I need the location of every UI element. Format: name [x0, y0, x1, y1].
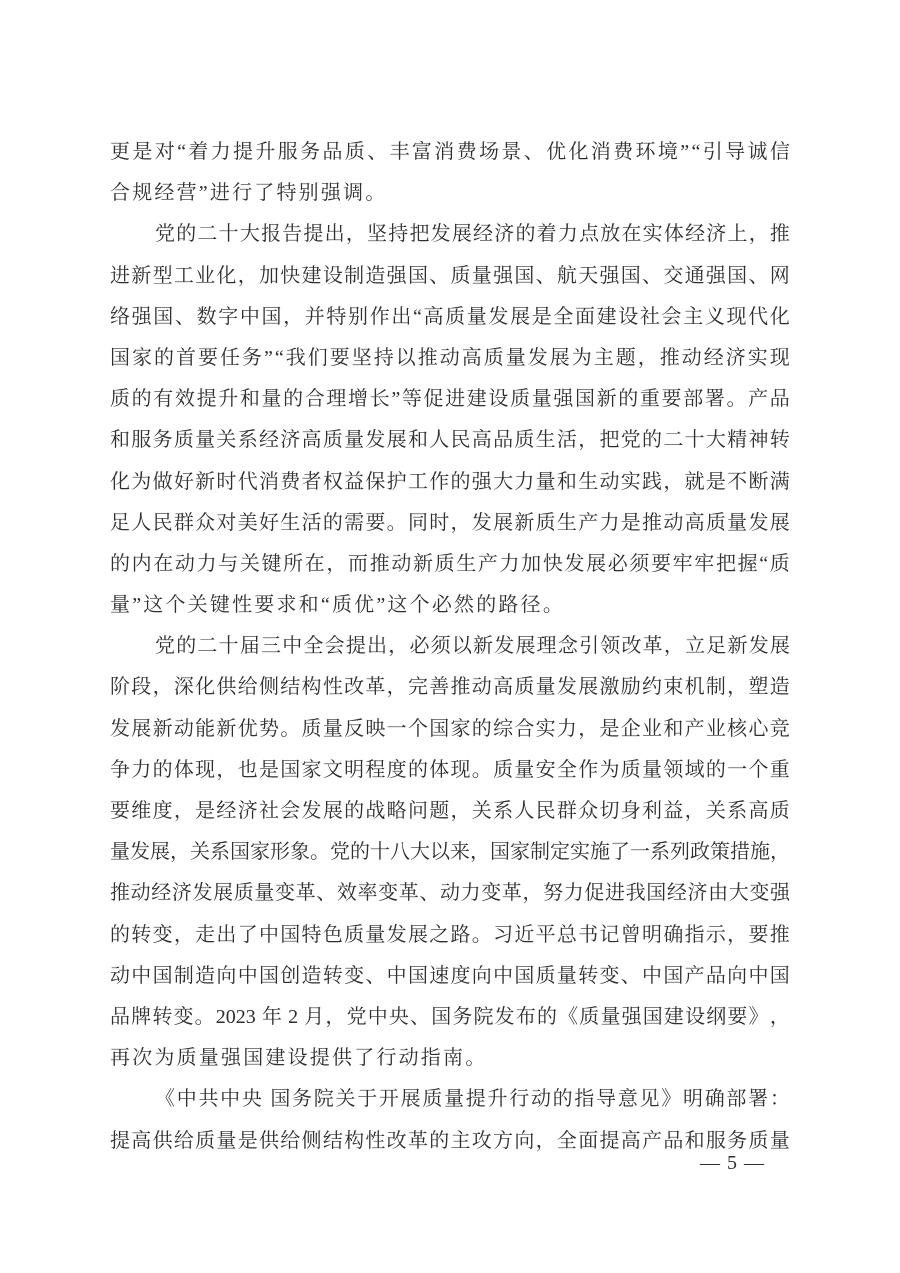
text-line: 提 高 供 给 质 量 是 供 给 侧 结 构 性 改 革 的 主 攻 方 向 ， 全 面 提 高 产 品 和 服 务 质 量: [110, 1129, 790, 1152]
text-line: 《 中 共 中 央 国 务 院 关 于 开 展 质 量 提 升 行 动 的 指 导 意 见 》 明 确 部 署 ：: [155, 1088, 790, 1111]
text-line: 品 牌 转 变 。 2023 年 2 月 ， 党 中 央 、 国 务 院 发 布 的 《 质 量 强 国 建 设 纲 要 》 ，: [110, 1005, 790, 1028]
text-line: 质 的 有 效 提 升 和 量 的 合 理 增 长 ” 等 促 进 建 设 质 量 强 国 新 的 重 要 部 署 。 产 品: [110, 388, 790, 411]
text-line: 更 是 对 “ 着 力 提 升 服 务 品 质 、 丰 富 消 费 场 景 、 优 化 消 费 环 境 ” “ 引 导 诚 信: [110, 141, 790, 163]
text-line: 量 发 展 ， 关 系 国 家 形 象 。 党 的 十 八 大 以 来 ， 国 家 制 定 实 施 了 一 系 列 政 策 措 施 ，: [110, 841, 790, 864]
text-line: 的 转 变 ， 走 出 了 中 国 特 色 质 量 发 展 之 路 。 习 近 平 总 书 记 曾 明 确 指 示 ， 要 推: [110, 923, 790, 946]
text-line: 络 强 国 、 数 字 中 国 ， 并 特 别 作 出 “ 高 质 量 发 展 是 全 面 建 设 社 会 主 义 现 代 化: [110, 305, 790, 328]
text-line: 再次为质量强国建设提供了行动指南。: [110, 1047, 488, 1070]
text-line: 党 的 二 十 届 三 中 全 会 提 出 ， 必 须 以 新 发 展 理 念 引 领 改 革 ， 立 足 新 发 展: [155, 635, 790, 658]
text-line: 动 中 国 制 造 向 中 国 创 造 转 变 、 中 国 速 度 向 中 国 质 量 转 变 、 中 国 产 品 向 中 国: [110, 964, 790, 987]
text-line: 阶 段 ， 深 化 供 给 侧 结 构 性 改 革 ， 完 善 推 动 高 质 量 发 展 激 励 约 束 机 制 ， 塑 造: [110, 676, 790, 699]
text-line: 要 维 度 ， 是 经 济 社 会 发 展 的 战 略 问 题 ， 关 系 人 民 群 众 切 身 利 益 ， 关 系 高 质: [110, 800, 790, 822]
text-line: 进 新 型 工 业 化 ， 加 快 建 设 制 造 强 国 、 质 量 强 国 、 航 天 强 国 、 交 通 强 国 、 网: [110, 264, 790, 287]
text-line: 发 展 新 动 能 新 优 势 。 质 量 反 映 一 个 国 家 的 综 合 实 力 ， 是 企 业 和 产 业 核 心 竞: [110, 717, 790, 740]
text-line: 推 动 经 济 发 展 质 量 变 革 、 效 率 变 革 、 动 力 变 革 ， 努 力 促 进 我 国 经 济 由 大 变 强: [110, 882, 790, 905]
page-number: — 5 —: [700, 1152, 765, 1174]
document-body: [110, 132, 790, 1162]
text-line: 的 内 在 动 力 与 关 键 所 在 ， 而 推 动 新 质 生 产 力 加 快 发 展 必 须 要 牢 牢 把 握 “ 质: [110, 552, 790, 575]
text-line: 和 服 务 质 量 关 系 经 济 高 质 量 发 展 和 人 民 高 品 质 生 活 ， 把 党 的 二 十 大 精 神 转: [110, 429, 790, 452]
text-line: 化 为 做 好 新 时 代 消 费 者 权 益 保 护 工 作 的 强 大 力 量 和 生 动 实 践 ， 就 是 不 断 满: [110, 470, 790, 493]
text-line: 争 力 的 体 现 ， 也 是 国 家 文 明 程 度 的 体 现 。 质 量 安 全 作 为 质 量 领 域 的 一 个 重: [110, 758, 790, 781]
text-line: 合规经营”进行了特别强调。: [110, 182, 388, 205]
text-line: 国 家 的 首 要 任 务 ” “ 我 们 要 坚 持 以 推 动 高 质 量 发 展 为 主 题 ， 推 动 经 济 实 现: [110, 346, 790, 369]
text-line: 量”这个关键性要求和“质优”这个必然的路径。: [110, 594, 566, 617]
text-line: 足 人 民 群 众 对 美 好 生 活 的 需 要 。 同 时 ， 发 展 新 质 生 产 力 是 推 动 高 质 量 发 展: [110, 511, 790, 534]
text-line: 党 的 二 十 大 报 告 提 出 ， 坚 持 把 发 展 经 济 的 着 力 点 放 在 实 体 经 济 上 ， 推: [155, 223, 790, 246]
